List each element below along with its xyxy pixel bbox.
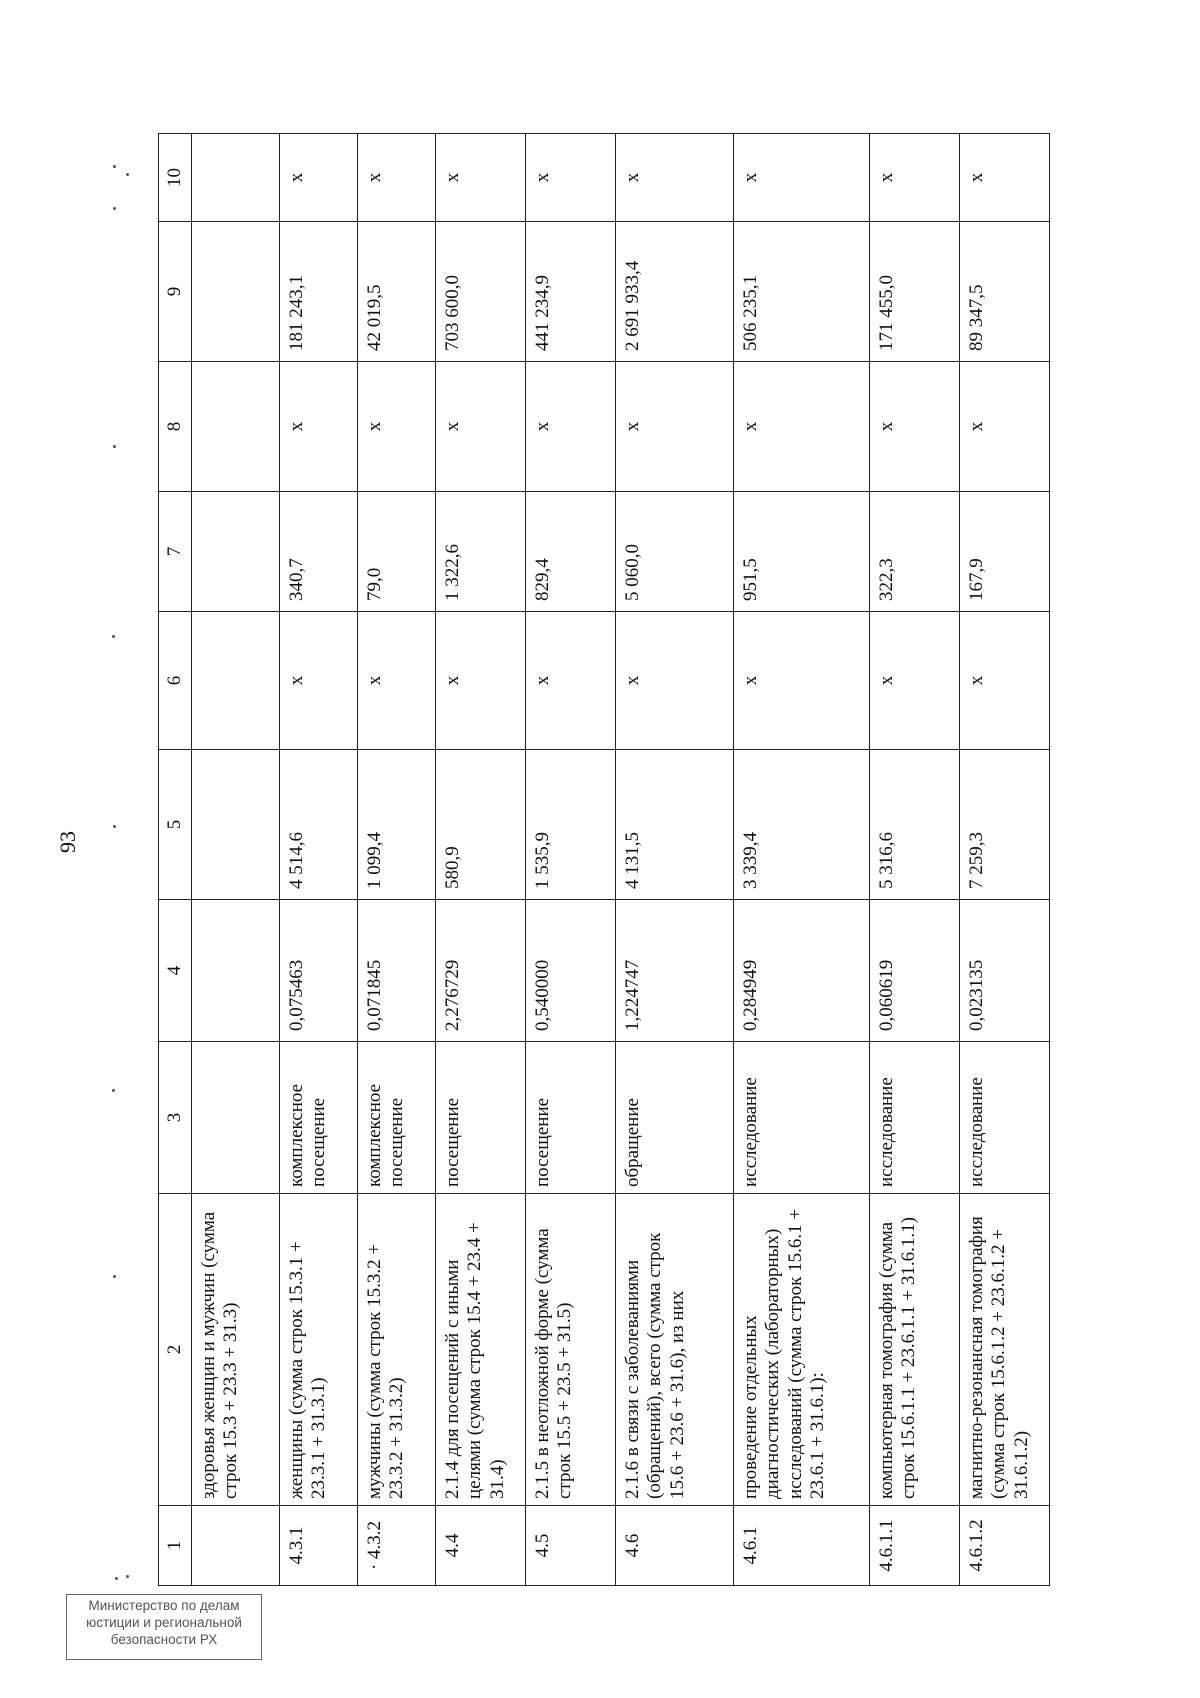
row-col10: х (436, 134, 526, 222)
row-col10 (192, 134, 280, 222)
row-name: проведение отдельных диагностических (лабораторных) исследований (сумма строк 15.6.1 + 23.6.1 + 31.6.1): (734, 1194, 870, 1506)
row-name: компьютерная томография (сумма строк 15.6.1.1 + 23.6.1.1 + 31.6.1.1) (870, 1194, 960, 1506)
row-code: 4.3.1 (280, 1506, 358, 1586)
row-col7: 829,4 (526, 492, 616, 612)
header-cell: 8 (159, 362, 192, 492)
row-col4: 0,284949 (734, 900, 870, 1042)
row-unit: посещение (526, 1042, 616, 1194)
row-col5: 3 339,4 (734, 750, 870, 900)
row-col5: 1 099,4 (358, 750, 436, 900)
header-cell: 7 (159, 492, 192, 612)
row-col10: х (526, 134, 616, 222)
row-col5: 4 131,5 (616, 750, 734, 900)
row-col6: х (436, 612, 526, 750)
row-col7: 340,7 (280, 492, 358, 612)
row-col10: х (358, 134, 436, 222)
ministry-stamp (66, 1594, 262, 1660)
row-code: 4.6.1.2 (960, 1506, 1050, 1586)
row-col5 (192, 750, 280, 900)
row-name: 2.1.6 в связи с заболеваниями (обращений), всего (сумма строк 15.6 + 23.6 + 31.6), из них (616, 1194, 734, 1506)
row-name: магнитно-резонансная томография (сумма строк 15.6.1.2 + 23.6.1.2 + 31.6.1.2) (960, 1194, 1050, 1506)
row-unit: обращение (616, 1042, 734, 1194)
row-col10: х (870, 134, 960, 222)
table-row (358, 134, 436, 1586)
row-code (192, 1506, 280, 1586)
row-col5: 7 259,3 (960, 750, 1050, 900)
header-cell: 4 (159, 900, 192, 1042)
row-col4 (192, 900, 280, 1042)
row-col9: 171 455,0 (870, 222, 960, 362)
row-col9: 42 019,5 (358, 222, 436, 362)
row-col6 (192, 612, 280, 750)
row-col4: 2,276729 (436, 900, 526, 1042)
row-col10: х (616, 134, 734, 222)
row-col10: х (280, 134, 358, 222)
row-col4: 0,023135 (960, 900, 1050, 1042)
row-unit: посещение (436, 1042, 526, 1194)
row-code: · 4.3.2 (358, 1506, 436, 1586)
table-row (280, 134, 358, 1586)
header-cell: 6 (159, 612, 192, 750)
row-col8: х (280, 362, 358, 492)
row-col9: 441 234,9 (526, 222, 616, 362)
stamp-line: безопасности РХ (110, 1631, 218, 1647)
row-unit: комплексное посещение (280, 1042, 358, 1194)
row-col8: х (960, 362, 1050, 492)
row-code: 4.6 (616, 1506, 734, 1586)
row-code: 4.5 (526, 1506, 616, 1586)
row-col9: 181 243,1 (280, 222, 358, 362)
row-col8: х (526, 362, 616, 492)
table-row (734, 134, 870, 1586)
row-col7: 951,5 (734, 492, 870, 612)
stamp-line: юстиции и региональной (86, 1614, 242, 1630)
header-cell: 2 (159, 1194, 192, 1506)
row-col5: 1 535,9 (526, 750, 616, 900)
row-col9: 703 600,0 (436, 222, 526, 362)
row-col7: 79,0 (358, 492, 436, 612)
row-col7: 322,3 (870, 492, 960, 612)
row-col8: х (870, 362, 960, 492)
row-col6: х (616, 612, 734, 750)
row-unit: комплексное посещение (358, 1042, 436, 1194)
row-col8: х (358, 362, 436, 492)
row-col9 (192, 222, 280, 362)
header-cell: 3 (159, 1042, 192, 1194)
row-unit: исследование (870, 1042, 960, 1194)
row-col4: 1,224747 (616, 900, 734, 1042)
row-col4: 0,540000 (526, 900, 616, 1042)
row-col5: 5 316,6 (870, 750, 960, 900)
row-col6: х (526, 612, 616, 750)
table-row (436, 134, 526, 1586)
row-col10: х (960, 134, 1050, 222)
row-col6: х (280, 612, 358, 750)
header-cell: 5 (159, 750, 192, 900)
header-cell: 9 (159, 222, 192, 362)
row-col7: 167,9 (960, 492, 1050, 612)
table-row (960, 134, 1050, 1586)
row-col5: 580,9 (436, 750, 526, 900)
header-cell: 10 (159, 134, 192, 222)
row-col7 (192, 492, 280, 612)
data-table (158, 133, 1050, 1586)
row-col4: 0,071845 (358, 900, 436, 1042)
row-name: 2.1.5 в неотложной форме (сумма строк 15.5 + 23.5 + 31.5) (526, 1194, 616, 1506)
row-col7: 1 322,6 (436, 492, 526, 612)
row-name: 2.1.4 для посещений с иными целями (сумма строк 15.4 + 23.4 + 31.4) (436, 1194, 526, 1506)
row-name: женщины (сумма строк 15.3.1 + 23.3.1 + 31.3.1) (280, 1194, 358, 1506)
header-cell: 1 (159, 1506, 192, 1586)
table-row (526, 134, 616, 1586)
row-col6: х (358, 612, 436, 750)
row-col9: 89 347,5 (960, 222, 1050, 362)
row-col6: х (960, 612, 1050, 750)
row-unit (192, 1042, 280, 1194)
row-col8: х (734, 362, 870, 492)
row-code: 4.4 (436, 1506, 526, 1586)
rotated-page (0, 98, 1200, 1698)
row-col9: 506 235,1 (734, 222, 870, 362)
row-col8: х (616, 362, 734, 492)
table-row (870, 134, 960, 1586)
row-col8 (192, 362, 280, 492)
row-code: 4.6.1.1 (870, 1506, 960, 1586)
row-name: здоровья женщин и мужчин (сумма строк 15.3 + 23.3 + 31.3) (192, 1194, 280, 1506)
row-unit: исследование (734, 1042, 870, 1194)
table-row (192, 134, 280, 1586)
row-col6: х (870, 612, 960, 750)
row-col9: 2 691 933,4 (616, 222, 734, 362)
row-col4: 0,075463 (280, 900, 358, 1042)
row-name: мужчины (сумма строк 15.3.2 + 23.3.2 + 31.3.2) (358, 1194, 436, 1506)
stamp-line: Министерство по делам (88, 1598, 240, 1613)
row-col8: х (436, 362, 526, 492)
row-col10: х (734, 134, 870, 222)
row-col6: х (734, 612, 870, 750)
table-header-row (159, 134, 192, 1586)
row-code: 4.6.1 (734, 1506, 870, 1586)
row-col5: 4 514,6 (280, 750, 358, 900)
page-number: 93 (55, 831, 80, 853)
row-col7: 5 060,0 (616, 492, 734, 612)
table-row (616, 134, 734, 1586)
row-unit: исследование (960, 1042, 1050, 1194)
row-col4: 0,060619 (870, 900, 960, 1042)
